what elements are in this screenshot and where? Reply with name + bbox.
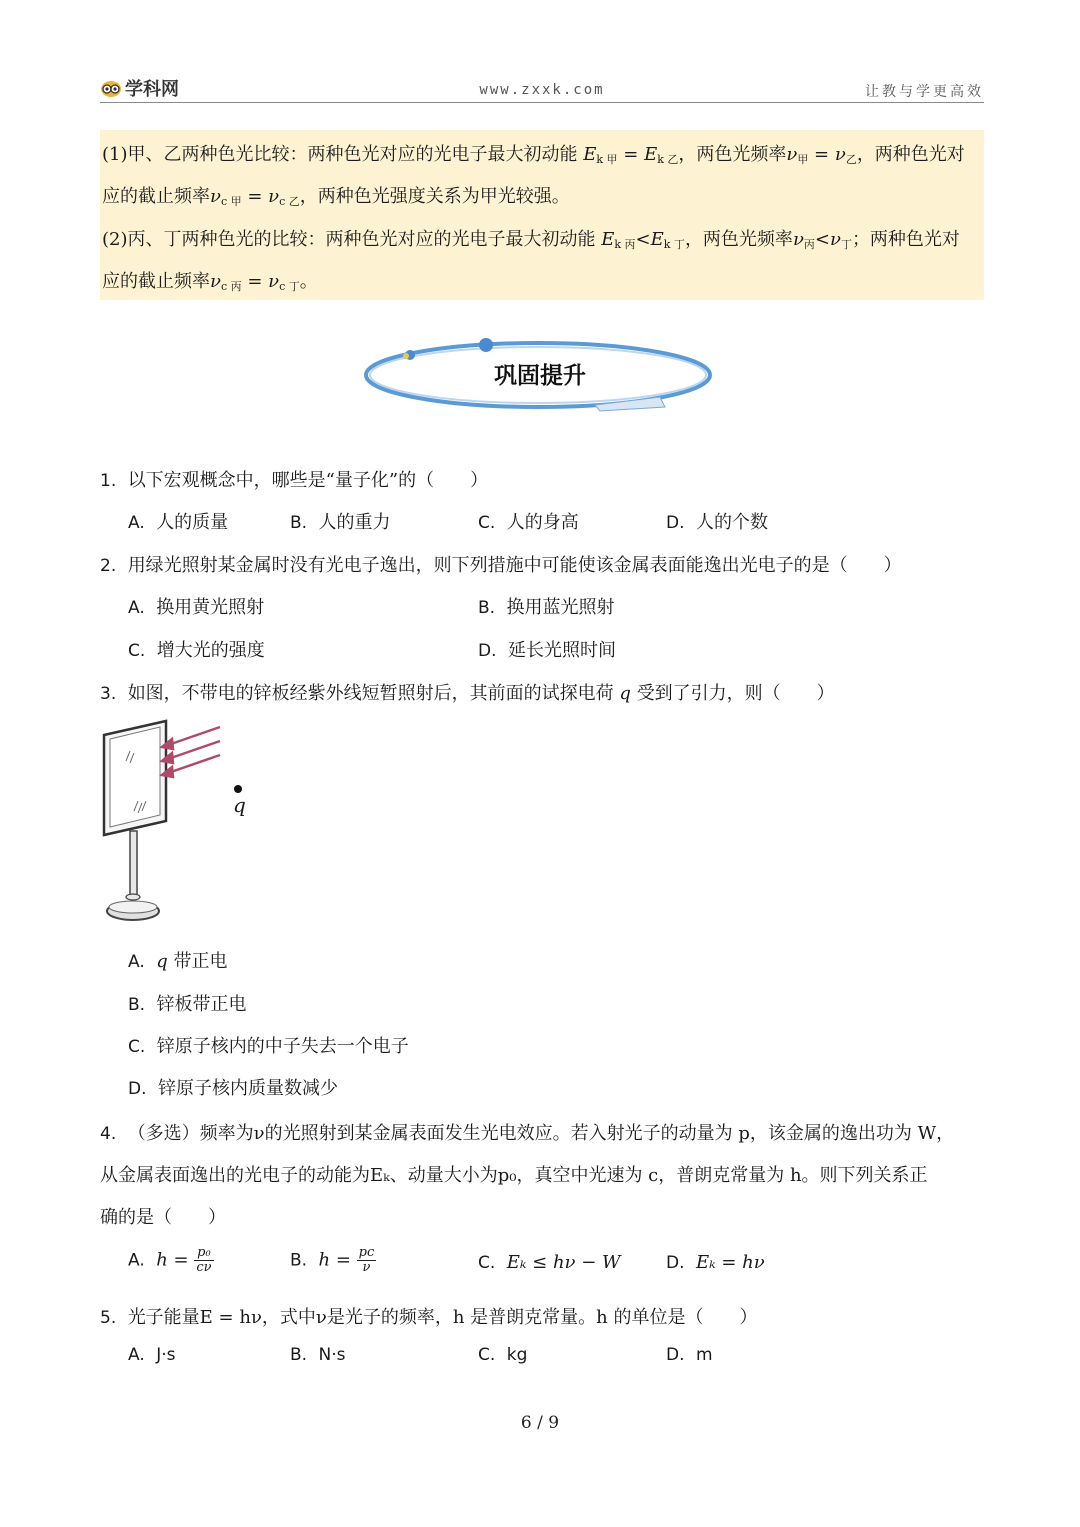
q3-option-c[interactable]: C. 锌原子核内的中子失去一个电子 <box>128 1036 409 1057</box>
test-charge-label: q <box>233 793 246 817</box>
note-line-4: 应的截止频率$\nu_{c 丙} = \nu_{c 丁}$。 <box>102 271 318 293</box>
site-url: www.zxxk.com <box>479 82 605 98</box>
question-4-line-2: 从金属表面逸出的光电子的动能为Eₖ、动量大小为p₀，真空中光速为 c，普朗克常量为 h。则下列关系正 <box>100 1165 928 1186</box>
question-3: 3. 如图，不带电的锌板经紫外线短暂照射后，其前面的试探电荷 q 受到了引力，则（ ） <box>100 683 835 704</box>
question-4-line-3: 确的是（ ） <box>100 1207 226 1228</box>
q1-option-d[interactable]: D. 人的个数 <box>666 512 768 533</box>
fraction: $\frac{\text{p₀}}{c\nu}$ <box>196 1245 212 1275</box>
section-banner <box>360 335 720 425</box>
q1-option-c[interactable]: C. 人的身高 <box>478 512 579 533</box>
page-number: 6 / 9 <box>520 1413 560 1433</box>
q2-option-c[interactable]: C. 增大光的强度 <box>128 640 265 661</box>
q3-option-b[interactable]: B. 锌板带正电 <box>128 994 247 1015</box>
q4-option-c[interactable]: C. Eₖ ≤ hν − W <box>478 1252 621 1273</box>
q1-option-a[interactable]: A. 人的质量 <box>128 512 229 533</box>
q3-option-a[interactable]: A. q 带正电 <box>128 951 228 972</box>
page-header <box>100 72 984 103</box>
logo-text: 学科网 <box>125 79 179 100</box>
q1-option-b[interactable]: B. 人的重力 <box>290 512 391 533</box>
q4-option-b[interactable]: B. h = $\frac{pc}{\nu}$ <box>290 1245 375 1275</box>
q5-option-a[interactable]: A. J·s <box>128 1345 176 1365</box>
q5-option-b[interactable]: B. N·s <box>290 1345 346 1365</box>
slogan: 让教与学更高效 <box>865 84 984 100</box>
q5-option-d[interactable]: D. m <box>666 1345 713 1365</box>
q4-option-d[interactable]: D. Eₖ = hν <box>666 1252 765 1273</box>
fraction: $\frac{pc}{\nu}$ <box>358 1245 375 1275</box>
q3-option-d[interactable]: D. 锌原子核内质量数减少 <box>128 1078 338 1099</box>
section-title: 巩固提升 <box>494 363 586 389</box>
zinc-plate-figure <box>100 715 260 934</box>
q4-option-a[interactable]: A. h = $\frac{\text{p₀}}{c\nu}$ <box>128 1245 212 1275</box>
question-4: 4. （多选）频率为ν的光照射到某金属表面发生光电效应。若入射光子的动量为 p，该金属的逸出功为 W， <box>100 1123 955 1144</box>
question-5: 5. 光子能量E = hν，式中ν是光子的频率，h 是普朗克常量。h 的单位是（ ） <box>100 1307 758 1328</box>
q2-option-d[interactable]: D. 延长光照时间 <box>478 640 616 661</box>
q2-option-a[interactable]: A. 换用黄光照射 <box>128 597 265 618</box>
question-1: 1. 以下宏观概念中，哪些是“量子化”的（ ） <box>100 470 489 491</box>
q2-option-b[interactable]: B. 换用蓝光照射 <box>478 597 615 618</box>
question-2: 2. 用绿光照射某金属时没有光电子逸出，则下列措施中可能使该金属表面能逸出光电子的是（ ） <box>100 555 902 576</box>
test-charge-dot <box>234 785 242 793</box>
highlight-note <box>100 130 984 300</box>
note-line-3: (2)丙、丁两种色光的比较：两种色光对应的光电子最大初动能 $E_{k 丙}<E_{k 丁}$，两色光频率$\nu_丙<\nu_丁$；两种色光对 <box>102 229 960 251</box>
note-line-2: 应的截止频率$\nu_{c 甲} = \nu_{c 乙}$，两种色光强度关系为甲光较强。 <box>102 186 570 208</box>
note-line-1: (1)甲、乙两种色光比较：两种色光对应的光电子最大初动能 $E_{k 甲} = E_{k 乙}$，两色光频率$\nu_甲 = \nu_乙$，两种色光对 <box>102 144 965 166</box>
q5-option-c[interactable]: C. kg <box>478 1345 528 1365</box>
